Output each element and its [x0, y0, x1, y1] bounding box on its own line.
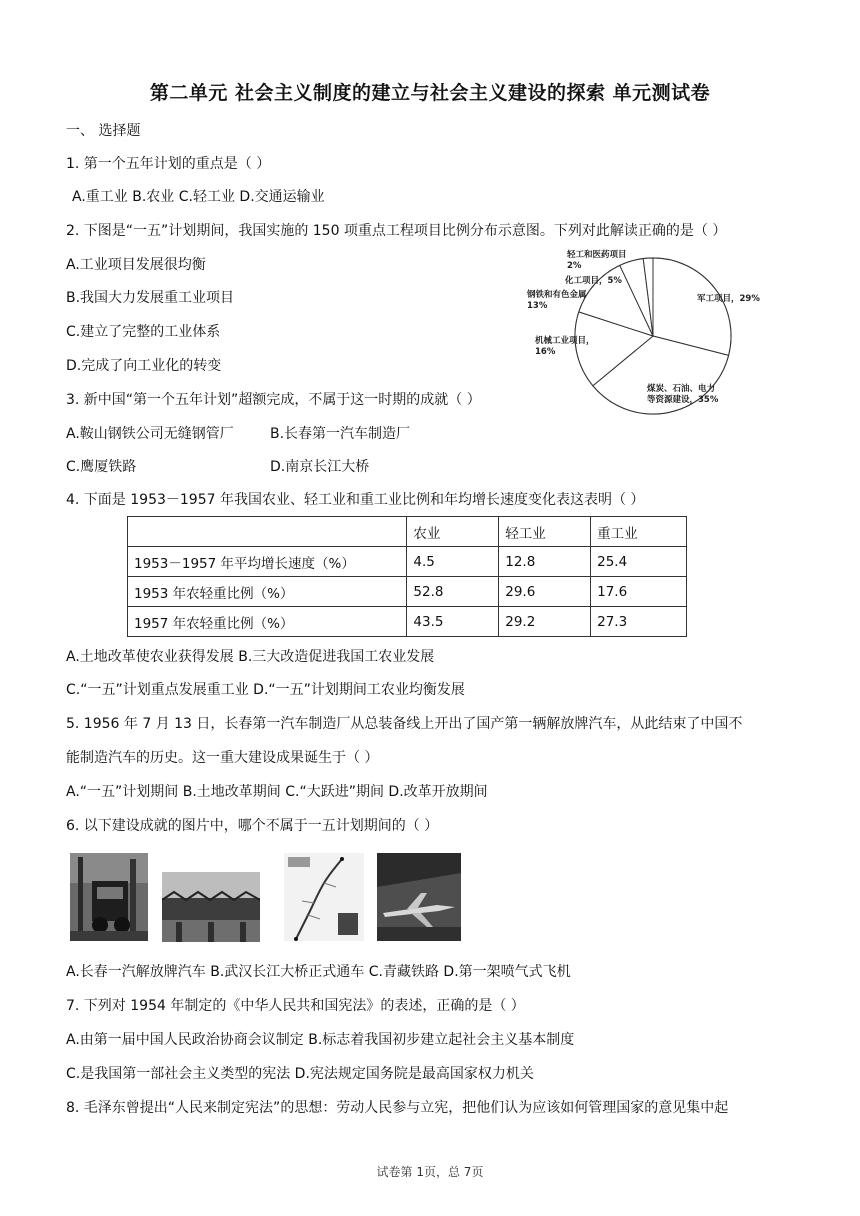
table-header-row [128, 517, 687, 547]
photo-jiefang-truck [70, 853, 148, 941]
table-cell: 17.6 [591, 577, 687, 607]
pie-label-chemical: 化工项目，5% [565, 276, 622, 286]
question-4-options-cd: C.“一五”计划重点发展重工业 D.“一五”计划期间工农业均衡发展 [66, 682, 465, 698]
question-7-options-cd: C.是我国第一部社会主义类型的宪法 D.宪法规定国务院是最高国家权力机关 [66, 1066, 534, 1082]
table-cell: 52.8 [407, 577, 499, 607]
photo-first-jet-aircraft [377, 853, 461, 941]
question-3-stem: 3. 新中国“第一个五年计划”超额完成，不属于这一时期的成就（ ） [66, 392, 481, 408]
pie-label-energy: 煤炭、石油、电力 等资源建设，35% [647, 384, 719, 405]
table-header-cell: 轻工业 [499, 517, 591, 547]
table-cell: 1957 年农轻重比例（%） [128, 607, 407, 637]
question-5-options: A.“一五”计划期间 B.土地改革期间 C.“大跃进”期间 D.改革开放期间 [66, 784, 488, 800]
question-2-option-b: B.我国大力发展重工业项目 [66, 290, 235, 306]
table-header-cell [128, 517, 407, 547]
table-row [128, 607, 687, 637]
pie-label-steel-metals: 钢铁和有色金属 13% [527, 290, 587, 311]
pie-label-military: 军工项目，29% [697, 294, 760, 304]
question-7-options-ab: A.由第一届中国人民政治协商会议制定 B.标志着我国初步建立起社会主义基本制度 [66, 1032, 575, 1048]
table-cell: 29.6 [499, 577, 591, 607]
question-2-option-d: D.完成了向工业化的转变 [66, 358, 222, 374]
section-heading: 一、 选择题 [66, 123, 141, 139]
pie-label-machinery: 机械工业项目， 16% [535, 336, 595, 357]
table-row [128, 577, 687, 607]
table-header-cell: 重工业 [591, 517, 687, 547]
question-2-option-a: A.工业项目发展很均衡 [66, 257, 206, 273]
pie-label-light-industry: 轻工和医药项目 2% [567, 250, 627, 271]
question-1-stem: 1. 第一个五年计划的重点是（ ） [66, 156, 271, 172]
table-cell: 4.5 [407, 547, 499, 577]
question-3-option-c: C.鹰厦铁路 [66, 459, 137, 475]
photo-qinghai-tibet-railway-map [284, 853, 364, 941]
question-7-stem: 7. 下列对 1954 年制定的《中华人民共和国宪法》的表述，正确的是（ ） [66, 998, 525, 1014]
question-8-line-1: 8. 毛泽东曾提出“人民来制定宪法”的思想：劳动人民参与立宪，把他们认为应该如何管理国家的意见集中起 [66, 1100, 729, 1116]
industry-ratio-table [127, 516, 687, 637]
table-cell: 29.2 [499, 607, 591, 637]
question-6-options: A.长春一汽解放牌汽车 B.武汉长江大桥正式通车 C.青藏铁路 D.第一架喷气式飞机 [66, 964, 571, 980]
table-cell: 43.5 [407, 607, 499, 637]
table-cell: 1953 年农轻重比例（%） [128, 577, 407, 607]
question-2-option-c: C.建立了完整的工业体系 [66, 324, 221, 340]
question-2-stem: 2. 下图是“一五”计划期间，我国实施的 150 项重点工程项目比例分布示意图。下列对此解读正确的是（ ） [66, 223, 727, 239]
table-cell: 25.4 [591, 547, 687, 577]
question-5-line-2: 能制造汽车的历史。这一重大建设成果诞生于（ ） [66, 750, 379, 766]
question-1-options: A.重工业 B.农业 C.轻工业 D.交通运输业 [72, 189, 325, 205]
table-cell: 12.8 [499, 547, 591, 577]
project-distribution-pie-chart [525, 242, 780, 420]
page-footer: 试卷第 1页，总 7页 [376, 1165, 484, 1179]
question-3-option-b: B.长春第一汽车制造厂 [270, 426, 411, 442]
table-header-cell: 农业 [407, 517, 499, 547]
question-4-stem: 4. 下面是 1953－1957 年我国农业、轻工业和重工业比例和年均增长速度变化表这表明（ ） [66, 492, 645, 508]
photo-wuhan-bridge [162, 872, 260, 942]
question-6-stem: 6. 以下建设成就的图片中，哪个不属于一五计划期间的（ ） [66, 818, 439, 834]
question-3-option-a: A.鞍山钢铁公司无缝钢管厂 [66, 426, 234, 442]
table-cell: 27.3 [591, 607, 687, 637]
table-row [128, 547, 687, 577]
question-5-line-1: 5. 1956 年 7 月 13 日，长春第一汽车制造厂从总装备线上开出了国产第一辆解放牌汽车，从此结束了中国不 [66, 716, 743, 732]
question-4-options-ab: A.土地改革使农业获得发展 B.三大改造促进我国工农业发展 [66, 649, 435, 665]
question-3-option-d: D.南京长江大桥 [270, 459, 370, 475]
table-cell: 1953－1957 年平均增长速度（%） [128, 547, 407, 577]
page-title: 第二单元 社会主义制度的建立与社会主义建设的探索 单元测试卷 [149, 82, 711, 104]
